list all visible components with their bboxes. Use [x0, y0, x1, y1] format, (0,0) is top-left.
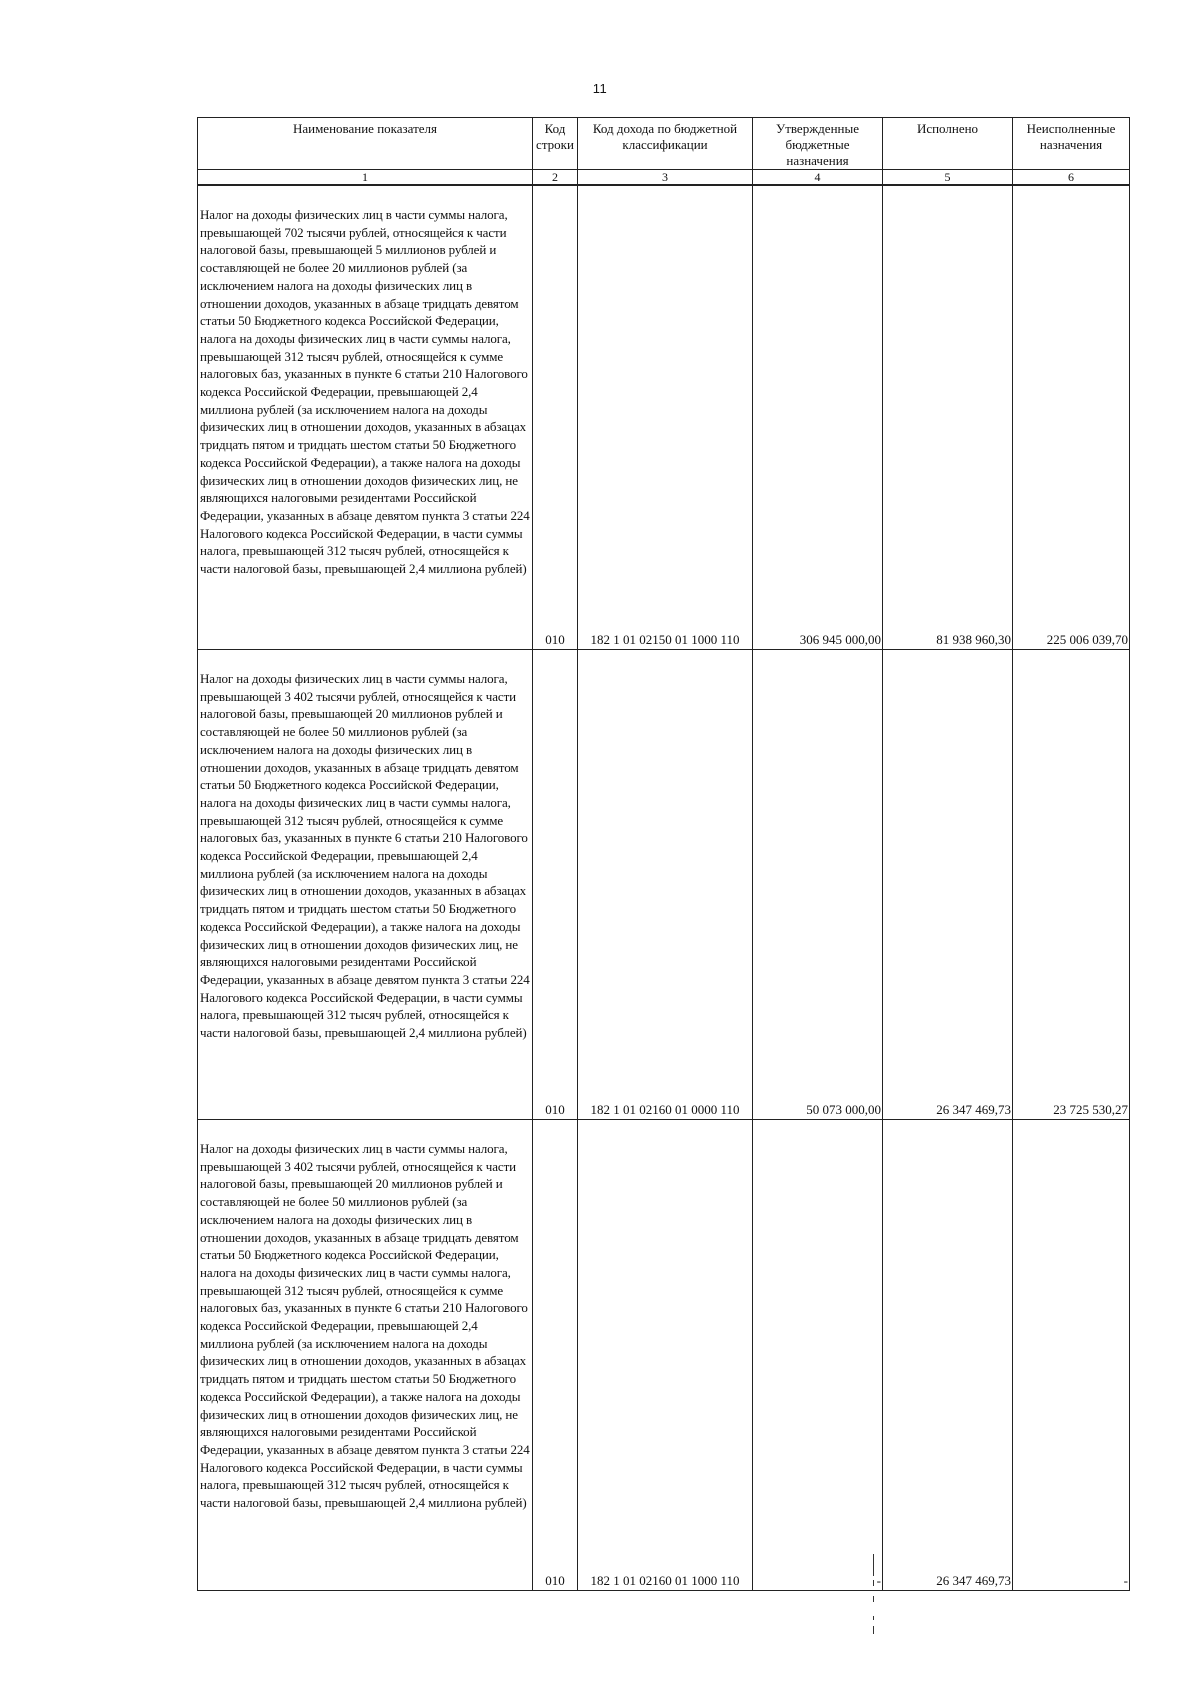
column-number: 6 [1013, 170, 1130, 186]
table-row [198, 650, 1130, 1120]
unexecuted-amount: - [1013, 1120, 1130, 1591]
unexecuted-amount: 225 006 039,70 [1013, 185, 1130, 650]
indicator-name: Налог на доходы физических лиц в части суммы налога, превышающей 3 402 тысячи рублей, относящейся к части налоговой базы, превышающей 20 миллионов рублей и составляющей не более 50 миллионов рублей (за исключением налога на доходы физических лиц в отношении доходов, указанных в абзаце тридцать девятом статьи 50 Бюджетного кодекса Российской Федерации, налога на доходы физических лиц в части суммы налога, превышающей 312 тысяч рублей, относящейся к сумме налоговых баз, указанных в пункте 6 статьи 210 Налогового кодекса Российской Федерации, превышающей 2,4 миллиона рублей (за исключением налога на доходы физических лиц в отношении доходов, указанных в абзацах тридцать пятом и тридцать шестом статьи 50 Бюджетного кодекса Российской Федерации), а также налога на доходы физических лиц в отношении доходов физических лиц, не являющихся налоговыми резидентами Российской Федерации, указанных в абзаце девятом пункта 3 статьи 224 Налогового кодекса Российской Федерации, в части суммы налога, превышающей 312 тысяч рублей, относящейся к части налоговой базы, превышающей 2,4 миллиона рублей) [198, 1120, 533, 1591]
column-number: 1 [198, 170, 533, 186]
column-number: 2 [533, 170, 578, 186]
indicator-name: Налог на доходы физических лиц в части суммы налога, превышающей 3 402 тысячи рублей, относящейся к части налоговой базы, превышающей 20 миллионов рублей и составляющей не более 50 миллионов рублей (за исключением налога на доходы физических лиц в отношении доходов, указанных в абзаце тридцать девятом статьи 50 Бюджетного кодекса Российской Федерации, налога на доходы физических лиц в части суммы налога, превышающей 312 тысяч рублей, относящейся к сумме налоговых баз, указанных в пункте 6 статьи 210 Налогового кодекса Российской Федерации, превышающей 2,4 миллиона рублей (за исключением налога на доходы физических лиц в отношении доходов, указанных в абзацах тридцать пятом и тридцать шестом статьи 50 Бюджетного кодекса Российской Федерации), а также налога на доходы физических лиц в отношении доходов физических лиц, не являющихся налоговыми резидентами Российской Федерации, указанных в абзаце девятом пункта 3 статьи 224 Налогового кодекса Российской Федерации, в части суммы налога, превышающей 312 тысяч рублей, относящейся к части налоговой базы, превышающей 2,4 миллиона рублей) [198, 650, 533, 1120]
unexecuted-amount: 23 725 530,27 [1013, 650, 1130, 1120]
column-number: 3 [578, 170, 753, 186]
header-line-code: Код строки [533, 118, 578, 170]
header-budget-code: Код дохода по бюджетной классификации [578, 118, 753, 170]
scan-artifact-marks [871, 1554, 875, 1634]
line-code: 010 [533, 185, 578, 650]
table-header-row [198, 118, 1130, 170]
executed-amount: 81 938 960,30 [883, 185, 1013, 650]
column-number-row [198, 170, 1130, 186]
approved-amount: 306 945 000,00 [753, 185, 883, 650]
table-row [198, 1120, 1130, 1591]
header-approved: Утвержденные бюджетные назначения [753, 118, 883, 170]
column-number: 4 [753, 170, 883, 186]
budget-classification-code: 182 1 01 02160 01 0000 110 [578, 650, 753, 1120]
header-unexecuted: Неисполненные назначения [1013, 118, 1130, 170]
line-code: 010 [533, 1120, 578, 1591]
budget-execution-table [197, 117, 1130, 1591]
approved-amount: - [753, 1120, 883, 1591]
page-number: 11 [592, 81, 608, 96]
approved-amount: 50 073 000,00 [753, 650, 883, 1120]
indicator-name: Налог на доходы физических лиц в части суммы налога, превышающей 702 тысячи рублей, относящейся к части налоговой базы, превышающей 5 миллионов рублей и составляющей не более 20 миллионов рублей (за исключением налога на доходы физических лиц в отношении доходов, указанных в абзаце тридцать девятом статьи 50 Бюджетного кодекса Российской Федерации, налога на доходы физических лиц в части суммы налога, превышающей 312 тысяч рублей, относящейся к сумме налоговых баз, указанных в пункте 6 статьи 210 Налогового кодекса Российской Федерации, превышающей 2,4 миллиона рублей (за исключением налога на доходы физических лиц в отношении доходов, указанных в абзацах тридцать пятом и тридцать шестом статьи 50 Бюджетного кодекса Российской Федерации), а также налога на доходы физических лиц в отношении доходов физических лиц, не являющихся налоговыми резидентами Российской Федерации, указанных в абзаце девятом пункта 3 статьи 224 Налогового кодекса Российской Федерации, в части суммы налога, превышающей 312 тысяч рублей, относящейся к части налоговой базы, превышающей 2,4 миллиона рублей) [198, 185, 533, 650]
budget-classification-code: 182 1 01 02150 01 1000 110 [578, 185, 753, 650]
executed-amount: 26 347 469,73 [883, 650, 1013, 1120]
budget-classification-code: 182 1 01 02160 01 1000 110 [578, 1120, 753, 1591]
table-row [198, 185, 1130, 650]
header-indicator-name: Наименование показателя [198, 118, 533, 170]
header-executed: Исполнено [883, 118, 1013, 170]
line-code: 010 [533, 650, 578, 1120]
column-number: 5 [883, 170, 1013, 186]
executed-amount: 26 347 469,73 [883, 1120, 1013, 1591]
